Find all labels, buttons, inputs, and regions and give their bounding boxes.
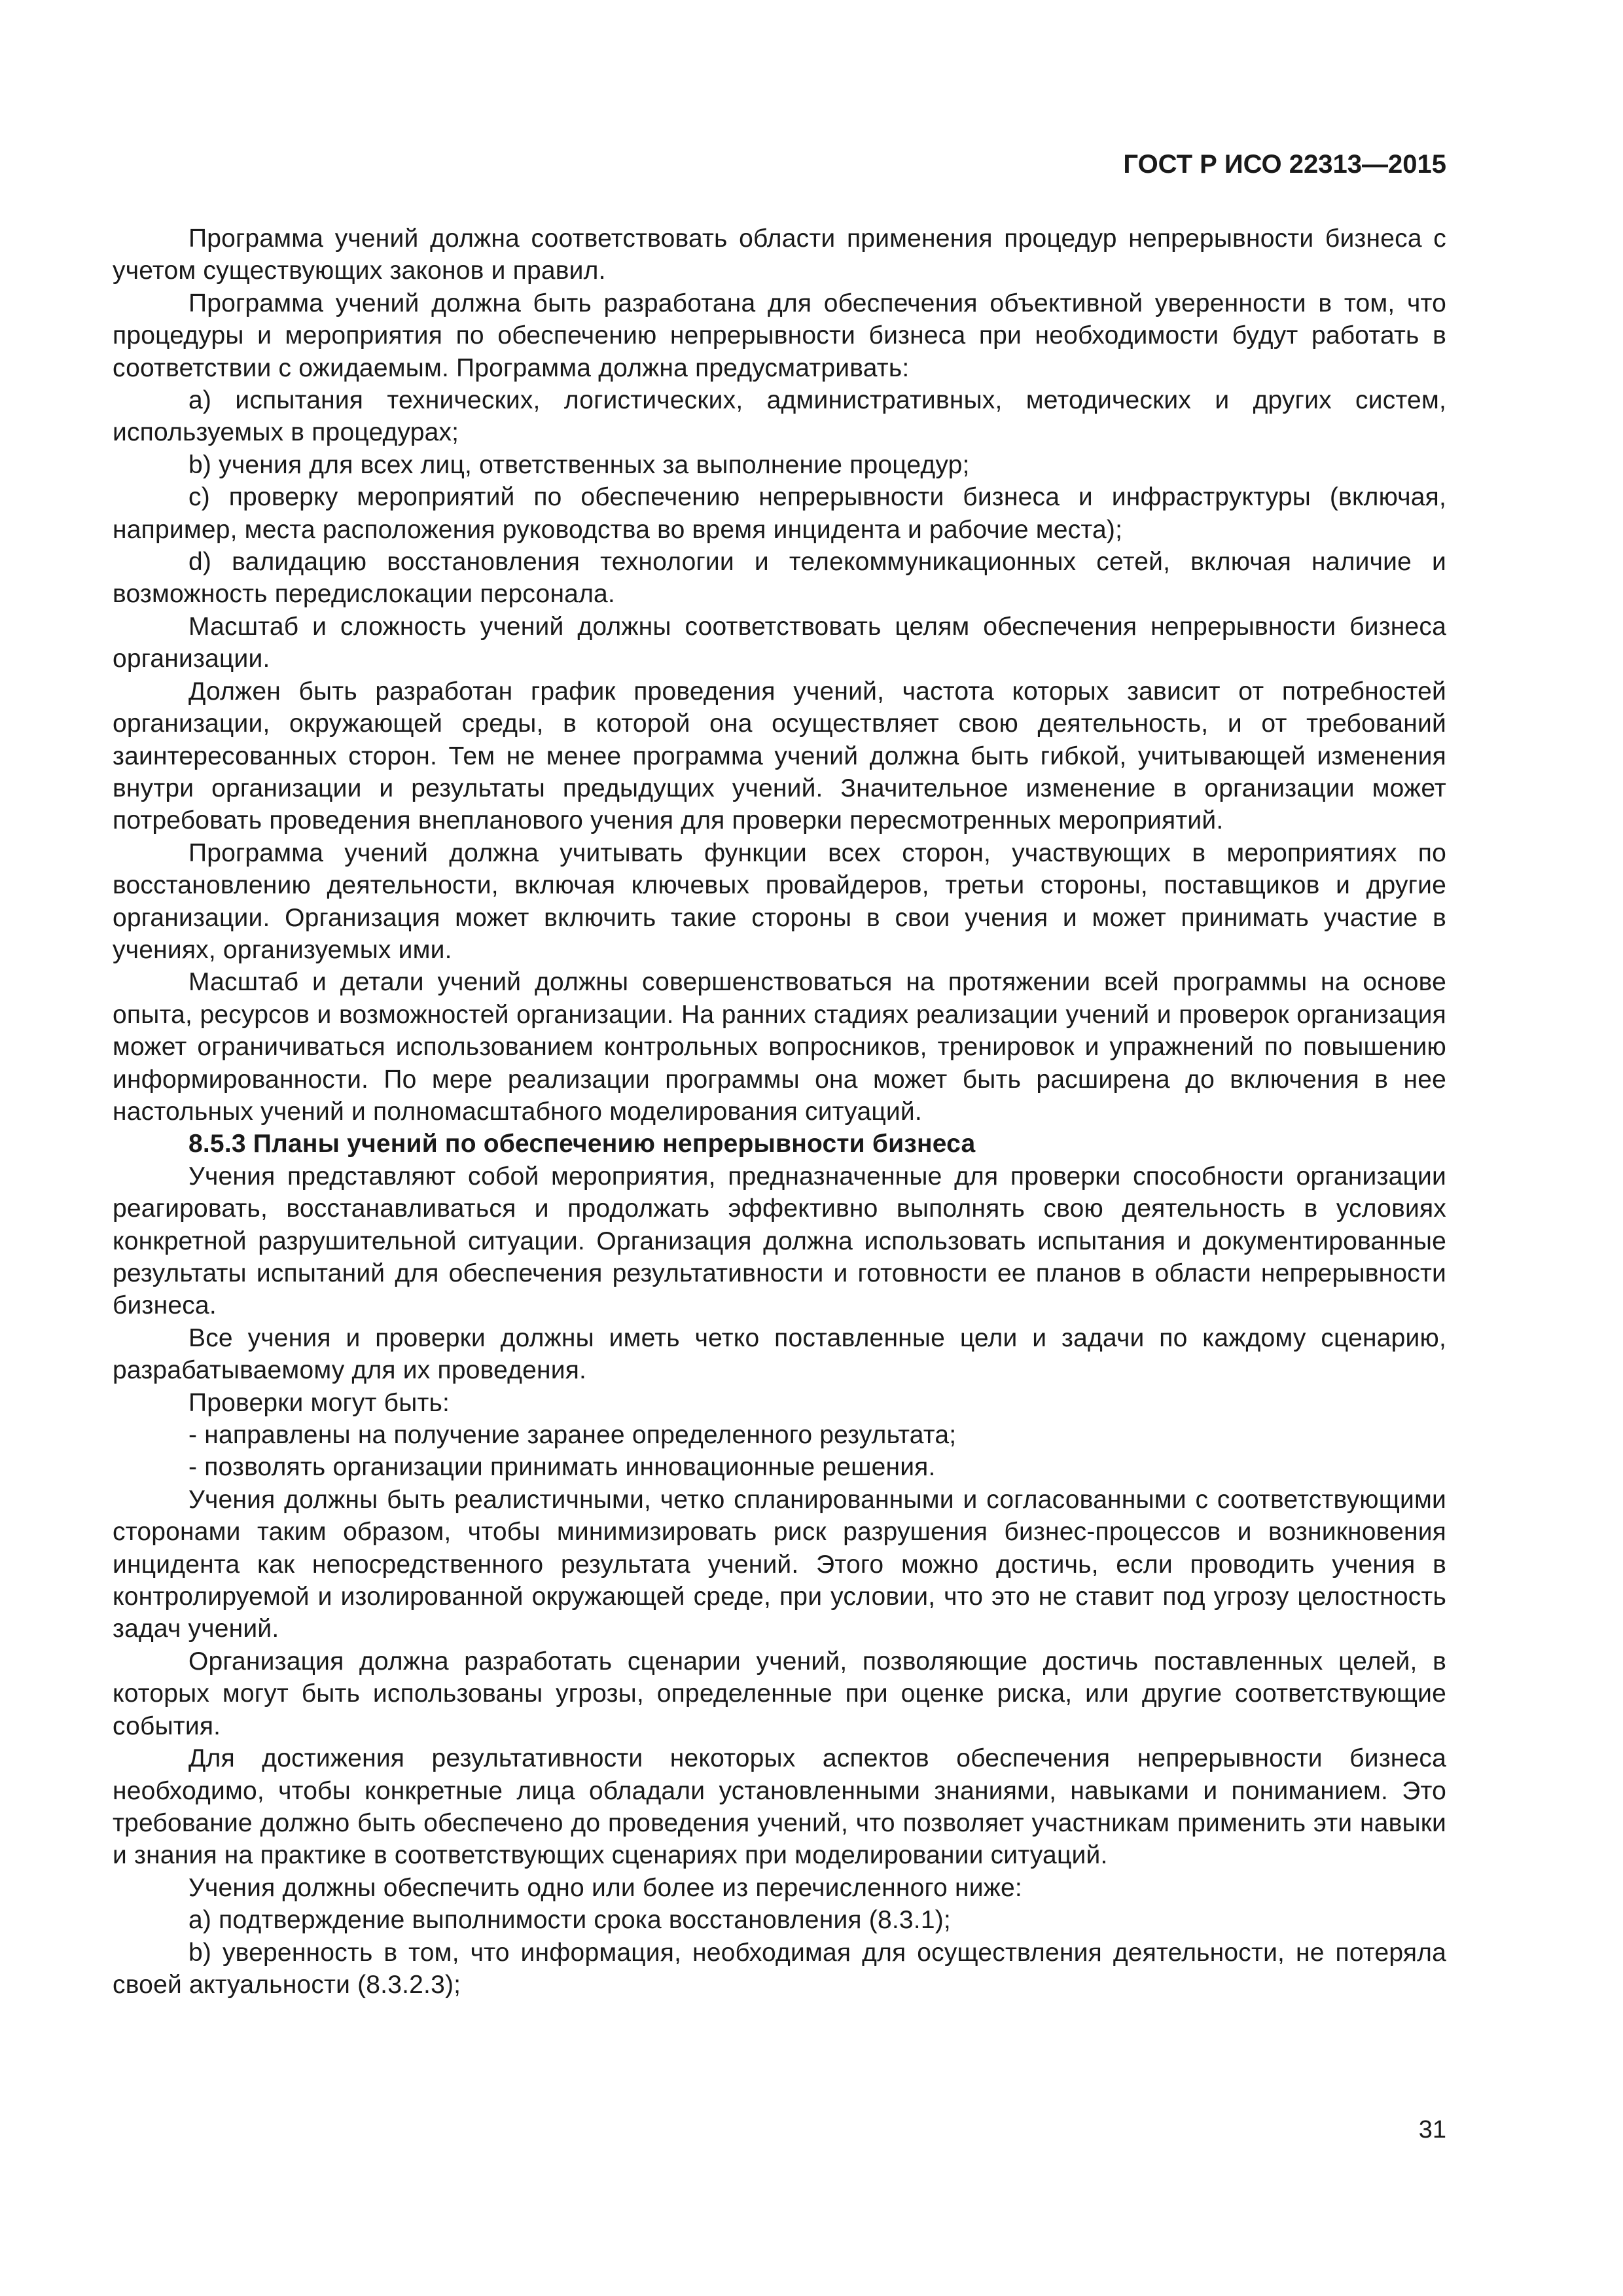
paragraph: Проверки могут быть: — [188, 1388, 450, 1417]
paragraph: Учения должны обеспечить одно или более из перечисленного ниже: — [188, 1873, 1022, 1902]
paragraph: Программа учений должна учитывать функции всех сторон, участвующих в мероприятиях по восстановлению деятельности, включая ключевых провайдеров, третьи стороны, поставщиков и другие организации. Организация может включить такие стороны в свои учения и может принимать участие в учениях, организуемых ими. — [113, 838, 1446, 964]
list-item: a) подтверждение выполнимости срока восстановления (8.3.1); — [188, 1906, 951, 1935]
list-item: b) уверенность в том, что информация, необходимая для осуществления деятельности, не потеряла своей актуальности (8.3.2.3); — [113, 1938, 1446, 1999]
list-item: a) испытания технических, логистических, административных, методических и других систем, используемых в процедурах; — [113, 386, 1446, 447]
paragraph: Должен быть разработан график проведения учений, частота которых зависит от потребностей организации, окружающей среды, в которой она осуществляет свою деятельность, и от требований заинтересованных сторон. Тем не менее программа учений должна быть гибкой, учитывающей изменения внутри организации и результаты предыдущих учений. Значительное изменение в организации может потребовать проведения внепланового учения для проверки пересмотренных мероприятий. — [113, 677, 1446, 835]
section-heading: 8.5.3 Планы учений по обеспечению непрерывности бизнеса — [188, 1130, 976, 1158]
paragraph: Организация должна разработать сценарии учений, позволяющие достичь поставленных целей, в которых могут быть использованы угрозы, определенные при оценке риска, или другие соответствующие события. — [113, 1647, 1446, 1740]
paragraph: Программа учений должна быть разработана для обеспечения объективной уверенности в том, что процедуры и мероприятия по обеспечению непрерывности бизнеса при необходимости будут работать в соответствии с ожидаемым. Программа должна предусматривать: — [113, 289, 1446, 382]
list-item: d) валидацию восстановления технологии и телекоммуникационных сетей, включая наличие и возможность передислокации персонала. — [113, 548, 1446, 609]
page-number: 31 — [1418, 2116, 1446, 2144]
paragraph: Масштаб и сложность учений должны соответствовать целям обеспечения непрерывности бизнеса организации. — [113, 612, 1446, 673]
paragraph: Учения представляют собой мероприятия, предназначенные для проверки способности организации реагировать, восстанавливаться и продолжать эффективно выполнять свою деятельность в условиях конкретной разрушительной ситуации. Организация должна использовать испытания и документированные результаты испытаний для обеспечения результативности и готовности ее планов в области непрерывности бизнеса. — [113, 1162, 1446, 1320]
list-item: - позволять организации принимать инновационные решения. — [188, 1453, 936, 1482]
list-item: - направлены на получение заранее определенного результата; — [188, 1421, 957, 1450]
list-item: b) учения для всех лиц, ответственных за выполнение процедур; — [188, 450, 970, 479]
paragraph: Все учения и проверки должны иметь четко поставленные цели и задачи по каждому сценарию, разрабатываемому для их проведения. — [113, 1323, 1446, 1385]
list-item: c) проверку мероприятий по обеспечению непрерывности бизнеса и инфраструктуры (включая, например, места расположения руководства во время инцидента и рабочие места); — [113, 483, 1446, 544]
paragraph: Учения должны быть реалистичными, четко спланированными и согласованными с соответствующими сторонами таким образом, чтобы минимизировать риск разрушения бизнес-процессов и возникновения инцидента как непосредственного результата учений. Этого можно достичь, если проводить учения в контролируемой и изолированной окружающей среде, при условии, что это не ставит под угрозу целостность задач учений. — [113, 1485, 1446, 1643]
paragraph: Программа учений должна соответствовать области применения процедур непрерывности бизнеса с учетом существующих законов и правил. — [113, 224, 1446, 285]
standard-designation: ГОСТ Р ИСО 22313—2015 — [1123, 150, 1446, 179]
body-text — [113, 223, 1446, 2001]
paragraph: Масштаб и детали учений должны совершенствоваться на протяжении всей программы на основе опыта, ресурсов и возможностей организации. На ранних стадиях реализации учений и проверок организация может ограничиваться использованием контрольных вопросников, тренировок и упражнений по повышению информированности. По мере реализации программы она может быть расширена до включения в нее настольных учений и полномасштабного моделирования ситуаций. — [113, 968, 1446, 1126]
paragraph: Для достижения результативности некоторых аспектов обеспечения непрерывности бизнеса необходимо, чтобы конкретные лица обладали установленными знаниями, навыками и пониманием. Это требование должно быть обеспечено до проведения учений, что позволяет участникам применить эти навыки и знания на практике в соответствующих сценариях при моделировании ситуаций. — [113, 1744, 1446, 1870]
